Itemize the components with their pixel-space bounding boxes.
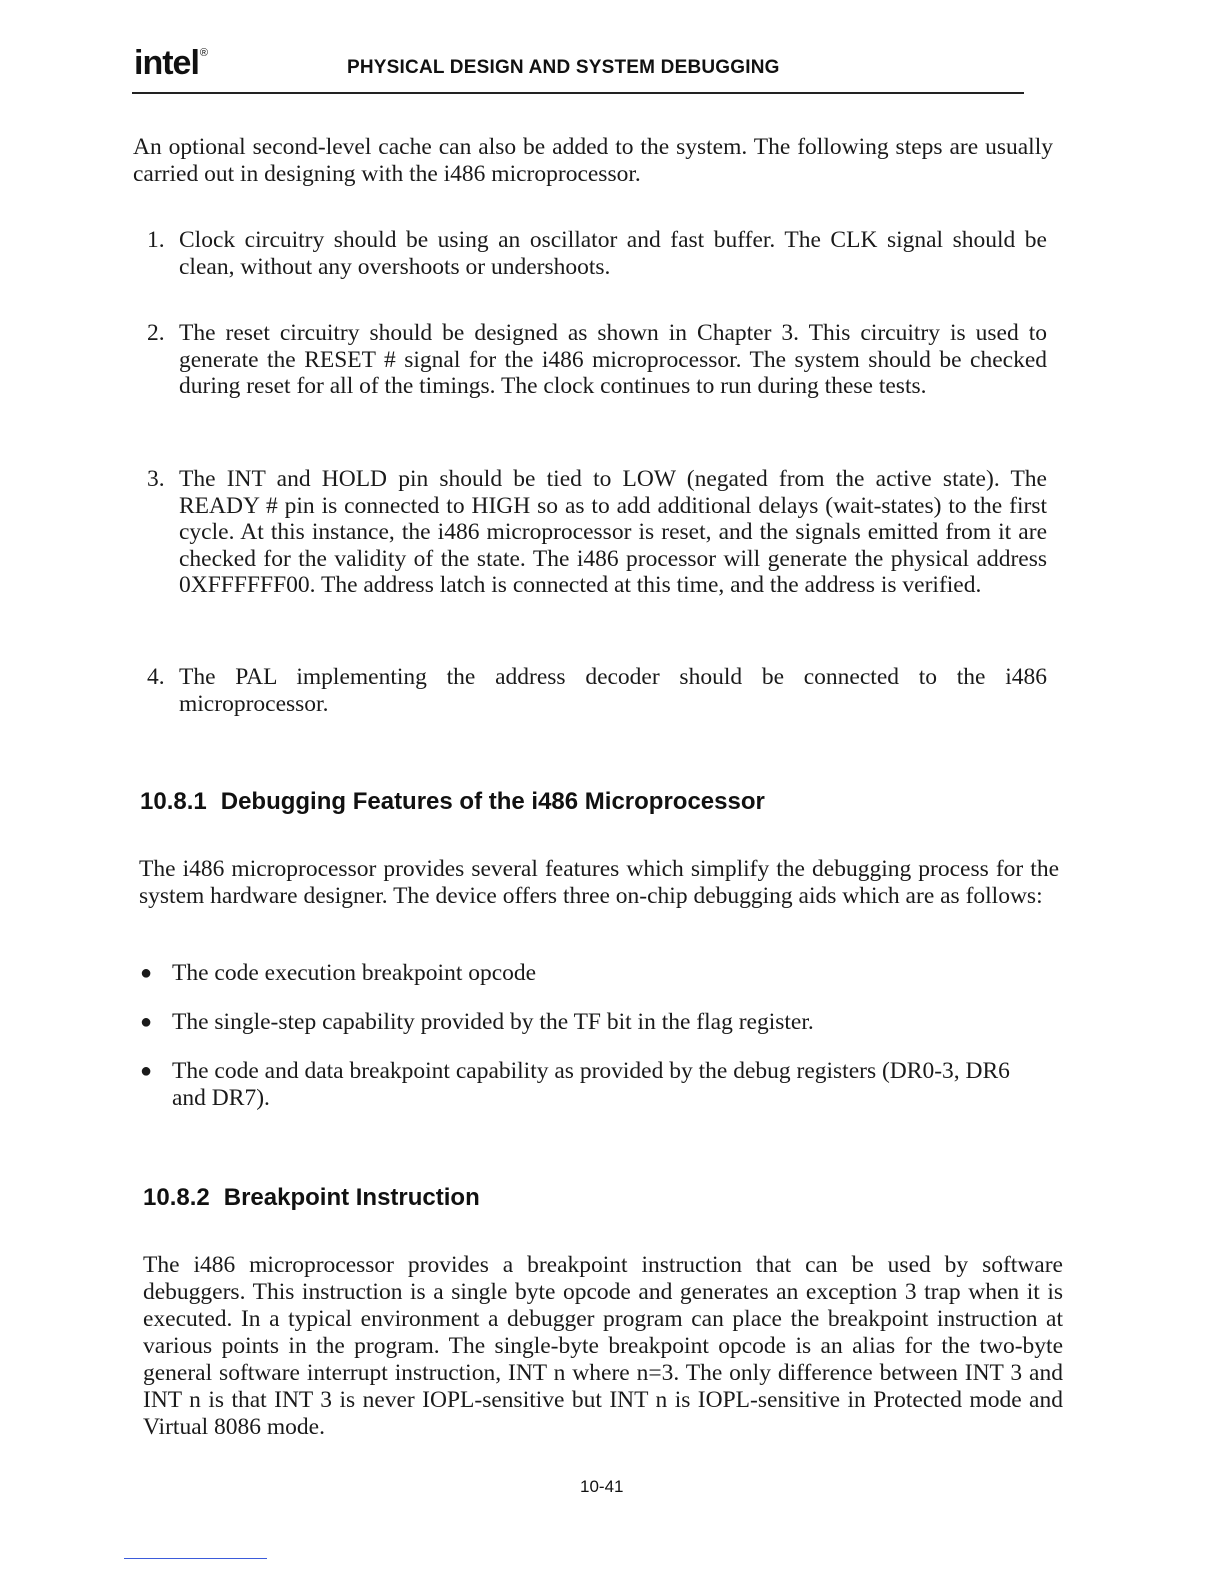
section-heading: [140, 788, 765, 816]
intel-logo: intel®: [134, 44, 208, 82]
list-item: [147, 466, 1047, 599]
running-head: PHYSICAL DESIGN AND SYSTEM DEBUGGING: [347, 57, 780, 78]
list-number: 4.: [147, 664, 165, 690]
bullet-text: The code execution breakpoint opcode: [172, 960, 537, 986]
bullet-item: [140, 960, 1040, 987]
list-number: 2.: [147, 320, 165, 346]
bullet-dot: ●: [140, 1011, 153, 1033]
list-text: The reset circuitry should be designed as shown in Chapter 3. This circuitry is used to generate the RESET # signal for the i486 microprocessor. The system should be checked during reset for all of the timings. The clock continues to run during these tests.: [179, 320, 1047, 399]
list-text: The PAL implementing the address decoder should be connected to the i486 microprocessor.: [179, 664, 1047, 717]
page-number: 10-41: [580, 1477, 624, 1496]
bullet-text: The code and data breakpoint capability as provided by the debug registers (DR0-3, DR6 and DR7).: [172, 1058, 1010, 1111]
bullet-dot: ●: [140, 1060, 153, 1082]
section-heading: [143, 1184, 480, 1212]
bottom-rule: [124, 1558, 267, 1559]
section-paragraph: The i486 microprocessor provides several features which simplify the debugging process for the system hardware designer. The device offers three on-chip debugging aids which are as follows:: [139, 856, 1059, 909]
section-number: 10.8.1: [140, 788, 207, 815]
list-text: Clock circuitry should be using an oscillator and fast buffer. The CLK signal should be clean, without any overshoots or undershoots.: [179, 227, 1047, 280]
bullet-item: [140, 1009, 1040, 1036]
list-item: [147, 227, 1047, 280]
section-paragraph: The i486 microprocessor provides a breakpoint instruction that can be used by software debuggers. This instruction is a single byte opcode and generates an exception 3 trap when it is executed. In a typical environment a debugger program can place the breakpoint instruction at various points in the program. The single-byte breakpoint opcode is an alias for the two-byte general software interrupt instruction, INT n where n=3. The only difference between INT 3 and INT n is that INT 3 is never IOPL-sensitive but INT n is IOPL-sensitive in Protected mode and Virtual 8086 mode.: [143, 1252, 1063, 1440]
header-rule: [132, 92, 1024, 94]
bullet-dot: ●: [140, 962, 153, 984]
list-number: 3.: [147, 466, 165, 492]
list-item: [147, 664, 1047, 717]
bullet-text: The single-step capability provided by the TF bit in the flag register.: [172, 1009, 814, 1035]
section-title: Breakpoint Instruction: [223, 1184, 480, 1211]
bullet-item: [140, 1058, 1040, 1112]
intro-paragraph: An optional second-level cache can also be added to the system. The following steps are usually carried out in designing with the i486 microprocessor.: [133, 134, 1053, 187]
section-number: 10.8.2: [143, 1184, 210, 1211]
list-number: 1.: [147, 227, 165, 253]
list-text: The INT and HOLD pin should be tied to LOW (negated from the active state). The READY # pin is connected to HIGH so as to add additional delays (wait-states) to the first cycle. At this instance, the i486 microprocessor is reset, and the signals emitted from it are checked for the validity of the state. The i486 processor will generate the physical address 0XFFFFFF00. The address latch is connected at this time, and the address is verified.: [179, 466, 1047, 598]
list-item: [147, 320, 1047, 400]
section-title: Debugging Features of the i486 Microprocessor: [220, 788, 765, 815]
